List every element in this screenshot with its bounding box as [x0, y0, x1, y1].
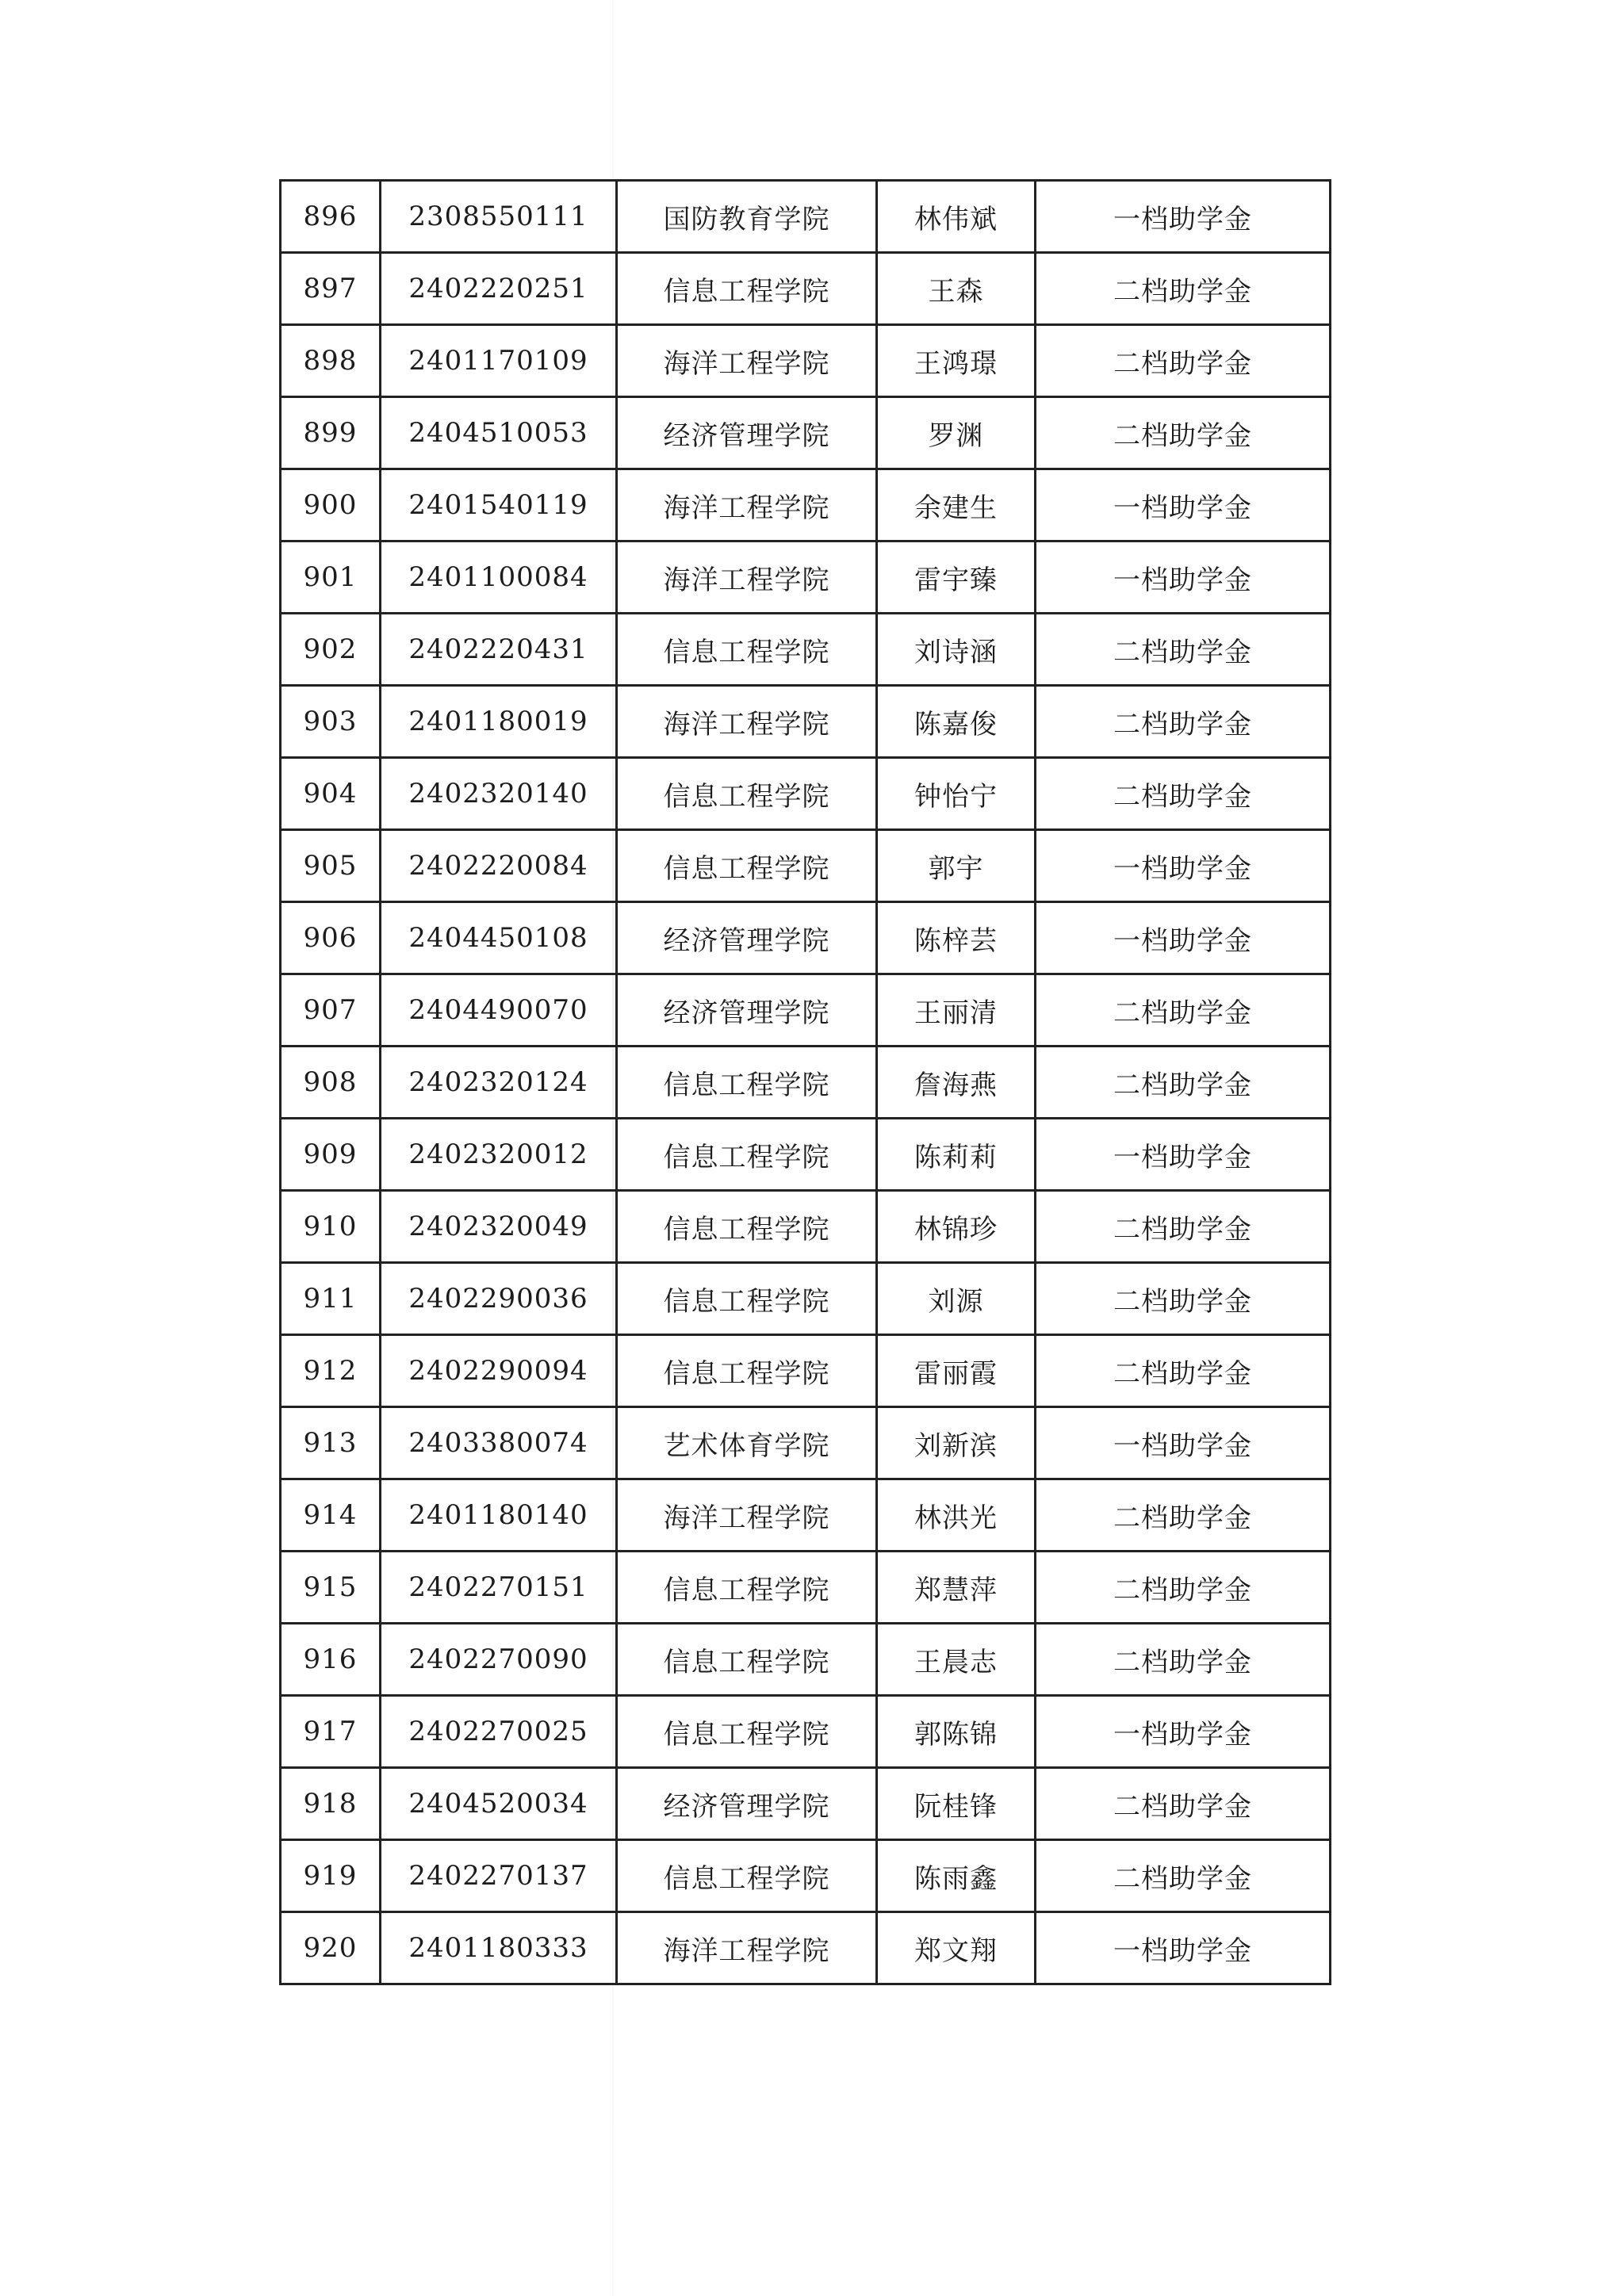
cell-number: 900: [281, 469, 381, 541]
cell-grant-level: 二档助学金: [1036, 1552, 1331, 1624]
cell-name: 陈莉莉: [877, 1119, 1036, 1191]
cell-number: 909: [281, 1119, 381, 1191]
cell-student-id: 2401540119: [381, 469, 617, 541]
cell-number: 897: [281, 253, 381, 325]
cell-name: 王丽清: [877, 974, 1036, 1047]
cell-student-id: 2401180333: [381, 1912, 617, 1984]
cell-number: 917: [281, 1696, 381, 1768]
roster-body: [281, 181, 1331, 1984]
table-row: [281, 397, 1331, 469]
cell-grant-level: 二档助学金: [1036, 253, 1331, 325]
cell-student-id: 2402290094: [381, 1335, 617, 1407]
cell-grant-level: 一档助学金: [1036, 1119, 1331, 1191]
cell-student-id: 2402270151: [381, 1552, 617, 1624]
cell-grant-level: 一档助学金: [1036, 181, 1331, 253]
cell-student-id: 2404510053: [381, 397, 617, 469]
cell-number: 918: [281, 1768, 381, 1840]
cell-name: 郭陈锦: [877, 1696, 1036, 1768]
cell-grant-level: 二档助学金: [1036, 1047, 1331, 1119]
table-row: [281, 1552, 1331, 1624]
cell-grant-level: 二档助学金: [1036, 1479, 1331, 1552]
cell-grant-level: 二档助学金: [1036, 1840, 1331, 1912]
cell-college: 信息工程学院: [617, 1696, 877, 1768]
cell-name: 郑文翔: [877, 1912, 1036, 1984]
cell-name: 詹海燕: [877, 1047, 1036, 1119]
cell-college: 海洋工程学院: [617, 541, 877, 614]
cell-student-id: 2402320049: [381, 1191, 617, 1263]
cell-grant-level: 二档助学金: [1036, 758, 1331, 830]
cell-number: 899: [281, 397, 381, 469]
table-row: [281, 1263, 1331, 1335]
cell-number: 898: [281, 325, 381, 397]
table-row: [281, 1624, 1331, 1696]
cell-number: 906: [281, 902, 381, 974]
cell-name: 刘诗涵: [877, 614, 1036, 686]
cell-student-id: 2401180140: [381, 1479, 617, 1552]
cell-number: 902: [281, 614, 381, 686]
cell-grant-level: 一档助学金: [1036, 469, 1331, 541]
cell-student-id: 2401180019: [381, 686, 617, 758]
cell-number: 914: [281, 1479, 381, 1552]
cell-number: 908: [281, 1047, 381, 1119]
cell-name: 陈梓芸: [877, 902, 1036, 974]
cell-student-id: 2403380074: [381, 1407, 617, 1479]
cell-name: 陈嘉俊: [877, 686, 1036, 758]
table-row: [281, 830, 1331, 902]
cell-college: 信息工程学院: [617, 1840, 877, 1912]
cell-college: 信息工程学院: [617, 253, 877, 325]
table-row: [281, 1047, 1331, 1119]
cell-student-id: 2402270090: [381, 1624, 617, 1696]
cell-name: 钟怡宁: [877, 758, 1036, 830]
cell-grant-level: 二档助学金: [1036, 1191, 1331, 1263]
table-row: [281, 1335, 1331, 1407]
cell-student-id: 2402220251: [381, 253, 617, 325]
cell-grant-level: 二档助学金: [1036, 686, 1331, 758]
cell-name: 王森: [877, 253, 1036, 325]
cell-college: 经济管理学院: [617, 1768, 877, 1840]
cell-grant-level: 二档助学金: [1036, 974, 1331, 1047]
cell-name: 郑慧萍: [877, 1552, 1036, 1624]
cell-name: 罗渊: [877, 397, 1036, 469]
cell-college: 信息工程学院: [617, 1047, 877, 1119]
cell-name: 雷丽霞: [877, 1335, 1036, 1407]
cell-name: 林伟斌: [877, 181, 1036, 253]
cell-college: 信息工程学院: [617, 1191, 877, 1263]
cell-number: 916: [281, 1624, 381, 1696]
cell-student-id: 2402220431: [381, 614, 617, 686]
cell-college: 信息工程学院: [617, 1119, 877, 1191]
table-row: [281, 1119, 1331, 1191]
cell-number: 901: [281, 541, 381, 614]
cell-name: 王晨志: [877, 1624, 1036, 1696]
cell-grant-level: 一档助学金: [1036, 1696, 1331, 1768]
cell-grant-level: 一档助学金: [1036, 902, 1331, 974]
table-row: [281, 1696, 1331, 1768]
cell-college: 艺术体育学院: [617, 1407, 877, 1479]
cell-student-id: 2402320012: [381, 1119, 617, 1191]
cell-college: 信息工程学院: [617, 614, 877, 686]
table-row: [281, 1840, 1331, 1912]
table-row: [281, 686, 1331, 758]
cell-student-id: 2402320124: [381, 1047, 617, 1119]
table-row: [281, 1912, 1331, 1984]
table-row: [281, 902, 1331, 974]
cell-college: 信息工程学院: [617, 830, 877, 902]
table-row: [281, 469, 1331, 541]
cell-grant-level: 二档助学金: [1036, 1335, 1331, 1407]
cell-grant-level: 一档助学金: [1036, 1912, 1331, 1984]
cell-student-id: 2402270025: [381, 1696, 617, 1768]
cell-name: 陈雨鑫: [877, 1840, 1036, 1912]
cell-college: 海洋工程学院: [617, 325, 877, 397]
cell-student-id: 2402290036: [381, 1263, 617, 1335]
cell-college: 信息工程学院: [617, 758, 877, 830]
cell-grant-level: 一档助学金: [1036, 541, 1331, 614]
cell-college: 经济管理学院: [617, 397, 877, 469]
table-row: [281, 614, 1331, 686]
cell-student-id: 2402320140: [381, 758, 617, 830]
cell-college: 海洋工程学院: [617, 1479, 877, 1552]
cell-grant-level: 二档助学金: [1036, 1768, 1331, 1840]
table-row: [281, 1407, 1331, 1479]
table-row: [281, 325, 1331, 397]
cell-grant-level: 二档助学金: [1036, 397, 1331, 469]
cell-name: 余建生: [877, 469, 1036, 541]
cell-name: 刘源: [877, 1263, 1036, 1335]
cell-grant-level: 一档助学金: [1036, 1407, 1331, 1479]
cell-grant-level: 一档助学金: [1036, 830, 1331, 902]
cell-number: 913: [281, 1407, 381, 1479]
grant-roster-table: [279, 179, 1331, 1985]
cell-number: 904: [281, 758, 381, 830]
table-row: [281, 1768, 1331, 1840]
cell-college: 信息工程学院: [617, 1263, 877, 1335]
cell-grant-level: 二档助学金: [1036, 1263, 1331, 1335]
cell-name: 阮桂锋: [877, 1768, 1036, 1840]
cell-college: 经济管理学院: [617, 974, 877, 1047]
cell-grant-level: 二档助学金: [1036, 1624, 1331, 1696]
table-row: [281, 1191, 1331, 1263]
cell-college: 信息工程学院: [617, 1552, 877, 1624]
cell-name: 林锦珍: [877, 1191, 1036, 1263]
table-row: [281, 181, 1331, 253]
cell-student-id: 2402220084: [381, 830, 617, 902]
cell-name: 郭宇: [877, 830, 1036, 902]
cell-number: 896: [281, 181, 381, 253]
cell-college: 信息工程学院: [617, 1624, 877, 1696]
cell-college: 海洋工程学院: [617, 469, 877, 541]
cell-name: 雷宇臻: [877, 541, 1036, 614]
cell-name: 刘新滨: [877, 1407, 1036, 1479]
cell-student-id: 2308550111: [381, 181, 617, 253]
cell-number: 920: [281, 1912, 381, 1984]
table-row: [281, 253, 1331, 325]
table-row: [281, 974, 1331, 1047]
cell-college: 海洋工程学院: [617, 1912, 877, 1984]
cell-grant-level: 二档助学金: [1036, 325, 1331, 397]
table-row: [281, 541, 1331, 614]
table-row: [281, 758, 1331, 830]
cell-college: 信息工程学院: [617, 1335, 877, 1407]
cell-number: 919: [281, 1840, 381, 1912]
cell-student-id: 2401170109: [381, 325, 617, 397]
cell-grant-level: 二档助学金: [1036, 614, 1331, 686]
cell-number: 911: [281, 1263, 381, 1335]
cell-name: 王鸿璟: [877, 325, 1036, 397]
cell-college: 海洋工程学院: [617, 686, 877, 758]
cell-student-id: 2401100084: [381, 541, 617, 614]
cell-number: 907: [281, 974, 381, 1047]
cell-college: 国防教育学院: [617, 181, 877, 253]
cell-number: 910: [281, 1191, 381, 1263]
cell-number: 912: [281, 1335, 381, 1407]
cell-student-id: 2404490070: [381, 974, 617, 1047]
cell-number: 905: [281, 830, 381, 902]
cell-college: 经济管理学院: [617, 902, 877, 974]
cell-number: 903: [281, 686, 381, 758]
cell-name: 林洪光: [877, 1479, 1036, 1552]
cell-student-id: 2404450108: [381, 902, 617, 974]
cell-student-id: 2404520034: [381, 1768, 617, 1840]
cell-number: 915: [281, 1552, 381, 1624]
table-row: [281, 1479, 1331, 1552]
cell-student-id: 2402270137: [381, 1840, 617, 1912]
